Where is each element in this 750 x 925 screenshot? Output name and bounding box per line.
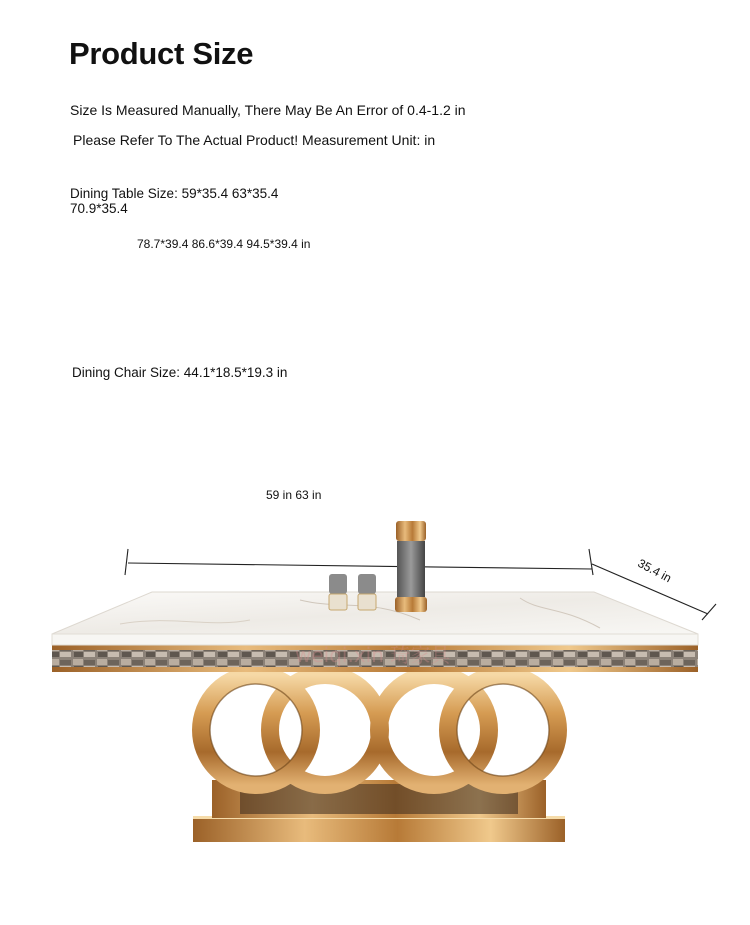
measurement-note: Size Is Measured Manually, There May Be An Error of 0.4-1.2 in	[70, 102, 466, 118]
width-dimension-label: 59 in 63 in	[266, 488, 322, 502]
measurement-unit-note: Please Refer To The Actual Product! Measurement Unit: in	[73, 132, 436, 148]
dining-chair-size: Dining Chair Size: 44.1*18.5*19.3 in	[72, 365, 288, 380]
dining-table-size-line2: 70.9*35.4	[70, 201, 128, 216]
ring-legs	[201, 675, 558, 785]
watermark: weiqi.xin 琦家具	[295, 643, 451, 667]
decor-vase	[395, 521, 427, 612]
dining-table-size-line3: 78.7*39.4 86.6*39.4 94.5*39.4 in	[137, 237, 311, 251]
dining-table-size-line1: Dining Table Size: 59*35.4 63*35.4	[70, 186, 279, 201]
width-dimension-line	[125, 549, 593, 575]
page-title: Product Size	[69, 36, 254, 71]
depth-dimension-label: 35.4 in	[635, 556, 674, 586]
